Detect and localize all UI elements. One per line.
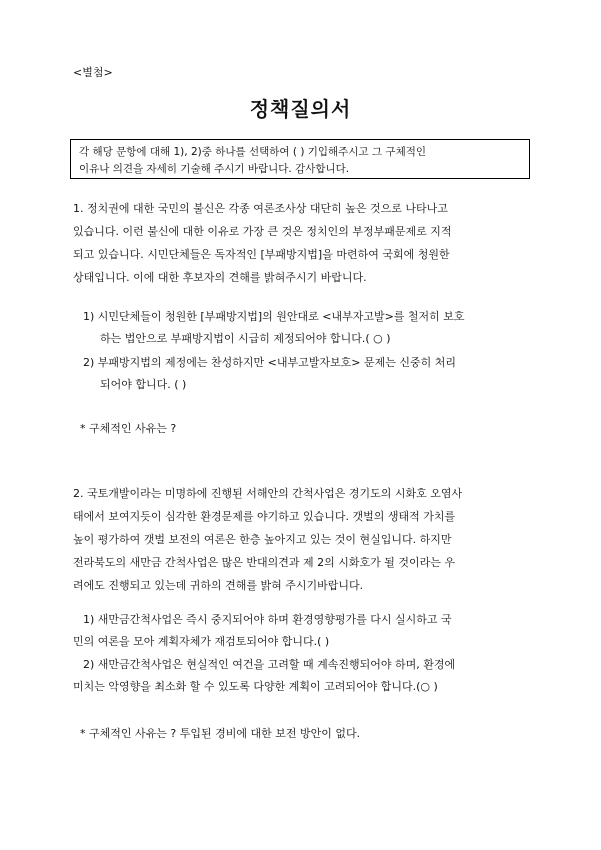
option-line: 하는 법안으로 부패방지법이 시급히 제정되어야 합니다.( ○ ) [100, 332, 391, 345]
option-line: 1) 시민단체들이 청원한 [부패방지법]의 원안대로 <내부자고발>를 철저히 보호 [83, 310, 465, 323]
question-line: 전라북도의 새만금 간척사업은 많은 반대의견과 제 2의 시화호가 될 것이라는 우 [73, 556, 455, 569]
question-line: 되고 있습니다. 시민단체들은 독자적인 [부패방지법]을 마련하여 국회에 청원한 [73, 248, 450, 261]
question-line: 상태입니다. 이에 대한 후보자의 견해를 밝혀주시기 바랍니다. [73, 271, 367, 284]
question-2-option-2 [73, 654, 533, 698]
question-line: 2. 국토개발이라는 미명하에 진행된 서해안의 간척사업은 경기도의 시화호 오염사 [73, 487, 463, 500]
question-2-text [73, 482, 533, 597]
question-line: 려에도 진행되고 있는데 귀하의 견해를 밝혀 주시기바랍니다. [73, 579, 364, 592]
question-line: 높이 평가하여 갯벌 보전의 여론은 한층 높아지고 있는 것이 현실입니다. 하지만 [73, 533, 452, 546]
option-line: 2) 부패방지법의 제정에는 찬성하지만 <내부고발자보호> 문제는 신중히 처리 [83, 356, 456, 369]
option-line: 1) 새만금간척사업은 즉시 중지되어야 하며 환경영향평가를 다시 실시하고 국 [83, 613, 452, 626]
question-1-text [73, 197, 533, 289]
option-line: 되어야 합니다. ( ) [100, 378, 187, 391]
question-line: 있습니다. 이런 불신에 대한 이유로 가장 큰 것은 정치인의 부정부패문제로 지적 [73, 225, 452, 238]
question-line: 1. 정치권에 대한 국민의 불신은 각종 여론조사상 대단히 높은 것으로 나타나고 [73, 202, 448, 215]
option-line: 2) 새만금간척사업은 현실적인 여건을 고려할 때 계속진행되어야 하며, 환경에 [83, 658, 456, 671]
option-line: 미치는 악영향을 최소화 할 수 있도록 다양한 계획이 고려되어야 합니다.(○ ) [73, 680, 438, 693]
instruction-box [70, 139, 530, 179]
page-title: 정책질의서 [249, 97, 352, 121]
question-1-option-1 [73, 306, 533, 350]
instruction-line: 각 해당 문항에 대해 1), 2)중 하나를 선택하여 ( ) 기입해주시고 그 구체적인 [79, 146, 426, 158]
question-2-option-1 [73, 609, 533, 653]
instruction-line: 이유나 의견을 자세히 기술해 주시기 바랍니다. 감사합니다. [79, 163, 350, 175]
question-1-option-2 [73, 352, 533, 396]
question-line: 태에서 보여지듯이 심각한 환경문제를 야기하고 있습니다. 갯벌의 생태적 가치를 [73, 510, 456, 523]
question-1-reason: * 구체적인 사유는 ? [80, 422, 177, 435]
attachment-tag: <별첨> [73, 66, 113, 79]
question-2-reason: * 구체적인 사유는 ? 투입된 경비에 대한 보전 방안이 없다. [80, 727, 361, 740]
option-line: 민의 여론을 모아 계획자체가 재검토되어야 합니다.( ) [73, 635, 330, 648]
